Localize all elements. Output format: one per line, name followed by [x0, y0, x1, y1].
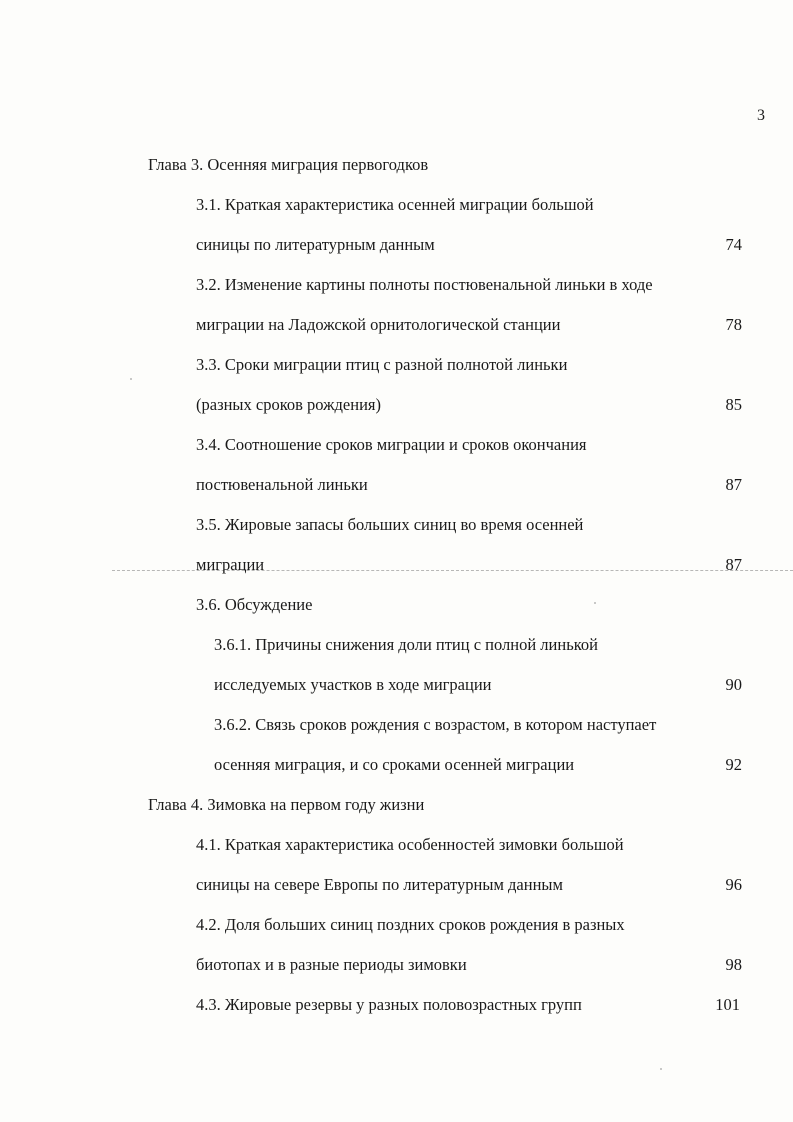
toc-entry: 3.4. Соотношение сроков миграции и сроков окончания: [196, 435, 587, 454]
toc-entry: 3.6. Обсуждение: [196, 595, 313, 614]
toc-subentry: осенняя миграция, и со сроками осенней миграции: [214, 755, 575, 774]
toc-entry: 4.2. Доля больших синиц поздних сроков рождения в разных: [196, 915, 625, 934]
toc-subentry: 3.6.2. Связь сроков рождения с возрастом, в котором наступает: [214, 715, 657, 734]
toc-entry: 4.3. Жировые резервы у разных половозрастных групп: [196, 995, 582, 1014]
toc-entry: 3.1. Краткая характеристика осенней миграции большой: [196, 195, 594, 214]
toc-entry: постювенальной линьки: [196, 475, 368, 494]
toc-entry: 3.3. Сроки миграции птиц с разной полнотой линьки: [196, 355, 568, 374]
toc-page-number: 98: [725, 955, 742, 974]
scan-speck: [594, 602, 596, 604]
toc-page-number: 74: [725, 235, 742, 254]
toc-page-number: 90: [725, 675, 742, 694]
toc-chapter-heading: Глава 3. Осенняя миграция первогодков: [148, 155, 429, 174]
toc-entry: синицы по литературным данным: [196, 235, 435, 254]
toc-subentry: исследуемых участков в ходе миграции: [214, 675, 492, 694]
toc-chapter-heading: Глава 4. Зимовка на первом году жизни: [148, 795, 425, 814]
toc-entry: миграции: [196, 555, 265, 574]
toc-page-number: 78: [725, 315, 742, 334]
scan-speck: [130, 378, 132, 380]
toc-entry: биотопах и в разные периоды зимовки: [196, 955, 467, 974]
toc-entry: 4.1. Краткая характеристика особенностей зимовки большой: [196, 835, 624, 854]
toc-page-number: 87: [725, 555, 742, 574]
toc-entry: 3.5. Жировые запасы больших синиц во время осенней: [196, 515, 584, 534]
toc-entry: миграции на Ладожской орнитологической станции: [196, 315, 561, 334]
toc-page-number: 92: [725, 755, 742, 774]
toc-entry: 3.2. Изменение картины полноты постювенальной линьки в ходе: [196, 275, 653, 294]
toc-page-number: 96: [725, 875, 742, 894]
scan-speck: [660, 1068, 662, 1070]
toc-entry: синицы на севере Европы по литературным данным: [196, 875, 563, 894]
toc-page-number: 101: [715, 995, 740, 1014]
toc-subentry: 3.6.1. Причины снижения доли птиц с полной линькой: [214, 635, 598, 654]
toc-page-number: 85: [725, 395, 742, 414]
toc-entry: (разных сроков рождения): [196, 395, 381, 414]
toc-page-number: 87: [725, 475, 742, 494]
page-number: 3: [757, 107, 765, 124]
